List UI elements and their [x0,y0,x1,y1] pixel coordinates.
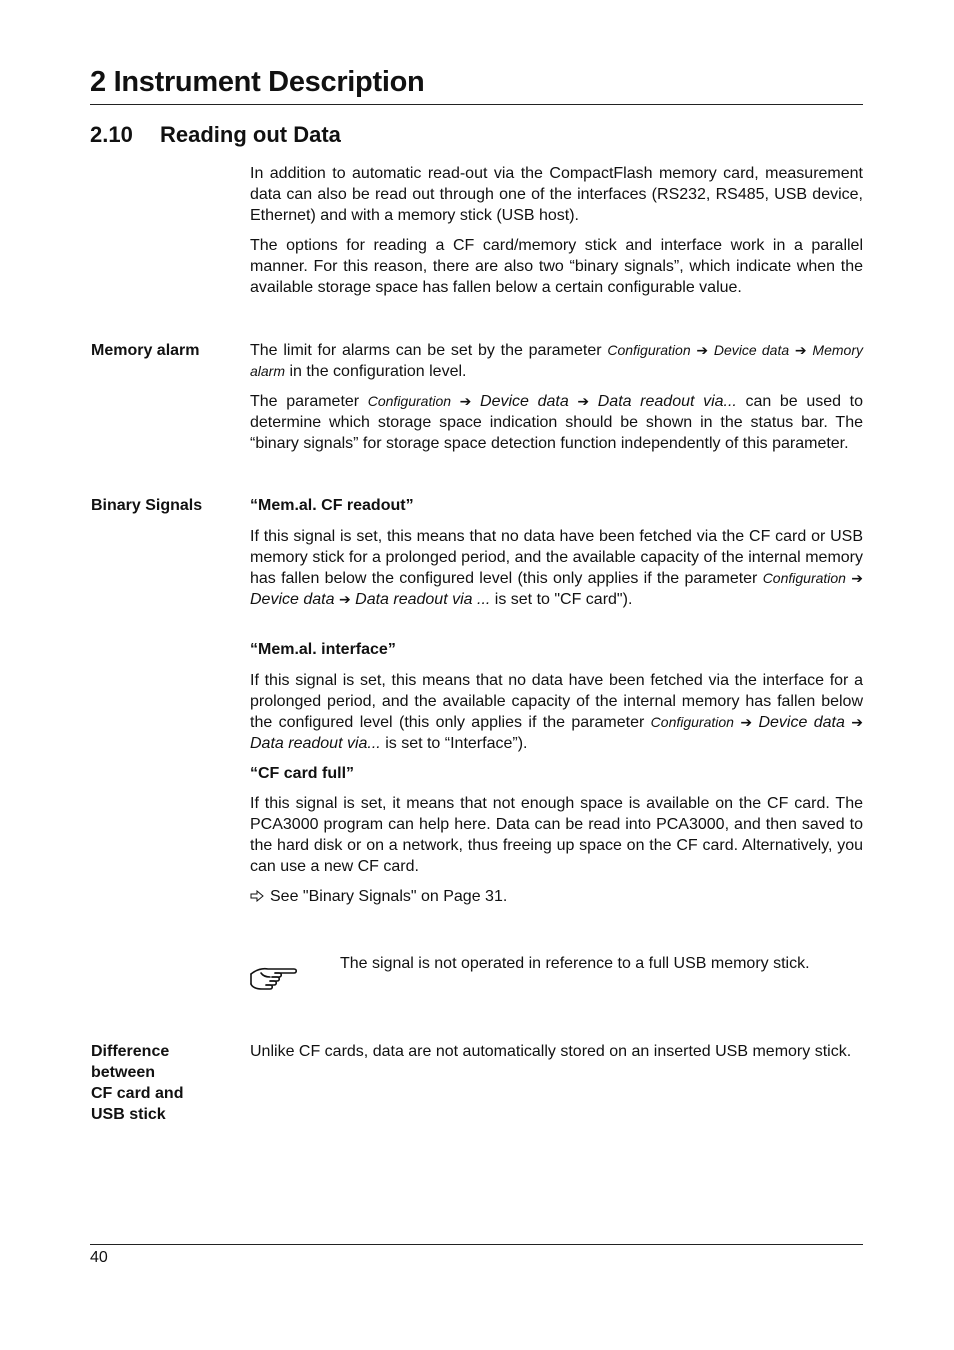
param-device-data: Device data [713,342,790,358]
param-data-readout: Data readout via... [597,393,737,410]
arrow-right-icon: ➔ [459,393,472,409]
text: is set to "CF card"). [490,591,633,608]
signal-3-title: “CF card full” [250,765,355,782]
see-reference[interactable] [250,886,507,907]
param-data-readout: Data readout via ... [355,591,491,608]
note-text: The signal is not operated in reference to a full USB memory stick. [340,955,810,972]
intro-paragraph-1: In addition to automatic read-out via the CompactFlash memory card, measurement data can also be read out through one of the interfaces (RS232, RS485, USB device, Ethernet) and with a memory stick (USB host). [250,165,863,224]
memory-alarm-label: Memory alarm [91,342,200,359]
param-configuration: Configuration [607,342,691,358]
arrow-right-icon: ➔ [696,342,709,358]
signal-2-title: “Mem.al. interface” [250,641,396,658]
intro-paragraph-2: The options for reading a CF card/memory stick and interface work in a parallel manner. For this reason, there are also two “binary signals”, which indicate when the available storage space has fallen below a certain configurable value. [250,237,863,296]
param-device-data: Device data [758,714,845,731]
hollow-arrow-icon [250,890,264,902]
signal-3-body: If this signal is set, it means that not enough space is available on the CF card. The PCA3000 program can help here. Data can be read into PCA3000, and then saved to the hard disk or on a network, thus freeing up space on the CF card. Alternatively, you can use a new CF card. [250,795,863,875]
signal-2-body [250,670,863,754]
text: The limit for alarms can be set by the parameter [250,342,608,359]
param-configuration: Configuration [650,714,734,730]
difference-label-line: CF card and [91,1085,184,1102]
text: If this signal is set, this means that no data have been fetched via the CF card or USB memory stick for a prolonged period, and the available capacity of the internal memory has fallen below the configured level (this only applies if the parameter [250,528,863,587]
signal-1-body [250,526,863,610]
difference-label-line: USB stick [91,1106,166,1123]
memory-alarm-paragraph-2 [250,391,863,454]
arrow-right-icon: ➔ [740,714,753,730]
section-number: 2.10 [90,122,133,147]
arrow-right-icon: ➔ [794,342,807,358]
pointing-hand-icon [248,962,298,998]
memory-alarm-paragraph-1 [250,340,863,382]
param-device-data: Device data [480,393,569,410]
difference-label-line: between [91,1064,156,1081]
text: If this signal is set, this means that no data have been fetched via the interface for a prolonged period, and the available capacity of the internal memory has fallen below the configured level (this only applies if the parameter [250,672,863,731]
param-memory-alarm: Memory alarm [250,342,863,379]
difference-body: Unlike CF cards, data are not automatically stored on an inserted USB memory stick. [250,1043,852,1060]
arrow-right-icon: ➔ [338,591,351,607]
param-data-readout: Data readout via... [250,735,381,752]
section-title [90,122,341,148]
arrow-right-icon: ➔ [851,570,863,586]
binary-signals-label: Binary Signals [91,497,203,514]
section-heading: Reading out Data [160,122,341,147]
text: can be used to determine which storage space indication should be shown in the status bar. The “binary signals” for storage space detection function independently of this parameter. [250,393,864,452]
page-number: 40 [90,1249,108,1266]
footer-rule [90,1244,863,1245]
see-reference-text: See "Binary Signals" on Page 31. [270,888,508,905]
text: The parameter [250,393,368,410]
header-rule [90,104,863,105]
difference-label-line: Difference [91,1043,170,1060]
chapter-title: 2 Instrument Description [90,66,425,98]
param-configuration: Configuration [367,393,452,409]
signal-1-title: “Mem.al. CF readout” [250,497,414,514]
difference-label [91,1041,241,1125]
param-device-data: Device data [250,591,335,608]
arrow-right-icon: ➔ [577,393,590,409]
text: in the configuration level. [285,363,467,380]
arrow-right-icon: ➔ [851,714,863,730]
text: is set to “Interface”). [380,735,528,752]
param-configuration: Configuration [762,570,846,586]
